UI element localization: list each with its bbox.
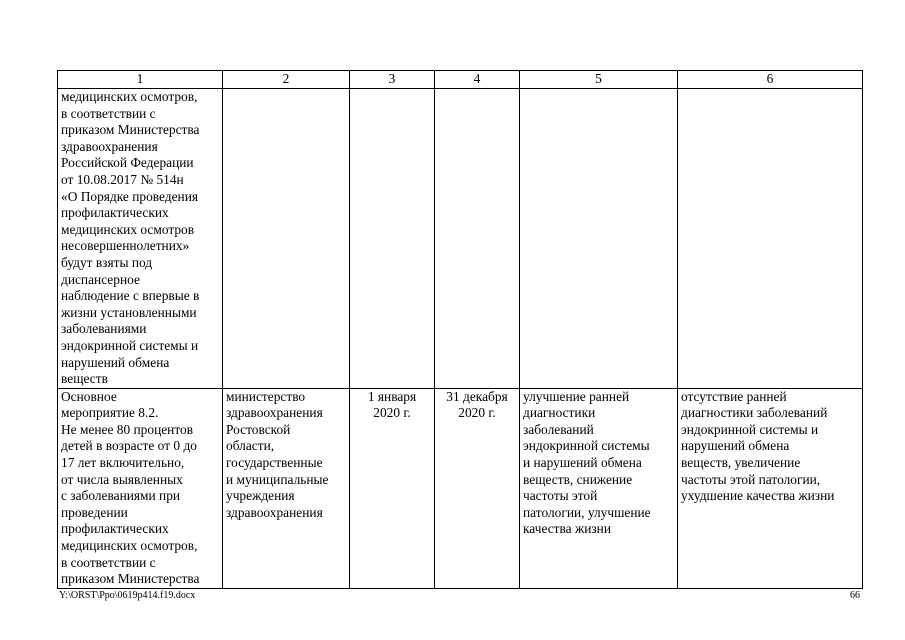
cell-text-line: Не менее 80 процентов: [61, 421, 194, 437]
cell-text-line: веществ, увеличение: [681, 455, 801, 471]
cell-text-line: наблюдение с впервые в: [61, 288, 200, 304]
cell-text-line: Ростовской: [226, 421, 291, 437]
cell-text-line: учреждения: [226, 488, 295, 504]
cell-text-line: диспансерное: [61, 271, 140, 287]
cell-text-line: ухудшение качества жизни: [681, 488, 835, 504]
cell-text-line: проведении: [61, 504, 128, 520]
cell-text-line: здравоохранения: [61, 138, 158, 154]
cell-text-line: и нарушений обмена: [523, 455, 642, 471]
cell-text-line: качества жизни: [523, 521, 611, 537]
cell-text-line: будут взяты под: [61, 254, 153, 270]
cell-text-line: здравоохранения: [226, 405, 323, 421]
cell-responsible-executor: [223, 388, 350, 588]
cell-text-line: 2020 г.: [458, 405, 496, 421]
cell-text-line: от числа выявленных: [61, 471, 183, 487]
cell-text-line: в соответствии с: [61, 554, 156, 570]
column-header-2: 2: [223, 71, 350, 89]
cell-text-line: эндокринной системы и: [61, 337, 199, 353]
cell-expected-result: [520, 388, 678, 588]
cell-text-line: отсутствие ранней: [681, 388, 787, 404]
cell-text-line: нарушений обмена: [61, 354, 170, 370]
cell-text-line: нарушений обмена: [681, 438, 790, 454]
cell-text-line: «О Порядке проведения: [61, 188, 199, 204]
cell-continued-description: [58, 89, 223, 389]
cell-continued-empty-6: [678, 89, 863, 389]
cell-text-line: Российской Федерации: [61, 155, 194, 171]
column-header-6: 6: [678, 71, 863, 89]
cell-text-line: заболеваний: [523, 421, 594, 437]
cell-text-line: заболеваниями: [61, 321, 147, 337]
cell-text-line: медицинских осмотров: [61, 221, 195, 237]
cell-text-line: эндокринной системы и: [681, 421, 819, 437]
cell-text-line: несовершеннолетних»: [61, 238, 190, 254]
cell-text-line: частоты этой: [523, 488, 598, 504]
cell-text-line: приказом Министерства: [61, 571, 200, 587]
cell-text-line: 31 декабря: [446, 388, 508, 404]
cell-text-line: частоты этой патологии,: [681, 471, 821, 487]
cell-text-line: профилактических: [61, 205, 169, 221]
cell-text-line: здравоохранения: [226, 504, 323, 520]
column-header-3: 3: [350, 71, 435, 89]
cell-continued-empty-2: [223, 89, 350, 389]
cell-text-line: улучшение ранней: [523, 388, 630, 404]
cell-text-line: 1 января: [367, 388, 417, 404]
column-header-1: 1: [58, 71, 223, 89]
column-header-5: 5: [520, 71, 678, 89]
cell-text-line: профилактических: [61, 521, 169, 537]
table-row-main-event-8-2: [58, 388, 863, 588]
cell-text-line: детей в возрасте от 0 до: [61, 438, 197, 454]
cell-continued-empty-4: [435, 89, 520, 389]
cell-text-line: 17 лет включительно,: [61, 455, 185, 471]
cell-text-line: мероприятие 8.2.: [61, 405, 159, 421]
cell-text-line: диагностики: [523, 405, 596, 421]
cell-text-line: Основное: [61, 388, 117, 404]
table-row-continued: [58, 89, 863, 389]
cell-text-line: медицинских осмотров,: [61, 538, 198, 554]
cell-consequences: [678, 388, 863, 588]
cell-text-line: 2020 г.: [373, 405, 411, 421]
cell-text-line: медицинских осмотров,: [61, 89, 198, 104]
cell-text-line: от 10.08.2017 № 514н: [61, 171, 184, 187]
cell-start-date: [350, 388, 435, 588]
cell-text-line: веществ, снижение: [523, 471, 633, 487]
cell-event-description: [58, 388, 223, 588]
cell-text-line: диагностики заболеваний: [681, 405, 828, 421]
cell-text-line: с заболеваниями при: [61, 488, 181, 504]
document-table: [57, 70, 863, 589]
cell-text-line: министерство: [226, 388, 306, 404]
cell-text-line: эндокринной системы: [523, 438, 650, 454]
cell-text-line: области,: [226, 438, 275, 454]
cell-continued-empty-5: [520, 89, 678, 389]
cell-text-line: государственные: [226, 455, 323, 471]
cell-text-line: и муниципальные: [226, 471, 329, 487]
footer-file-path: Y:\ORST\Ppo\0619p414.f19.docx: [59, 590, 196, 601]
table-header-row: [58, 71, 863, 89]
column-header-4: 4: [435, 71, 520, 89]
cell-continued-empty-3: [350, 89, 435, 389]
page-number: 66: [850, 590, 860, 601]
cell-text-line: приказом Министерства: [61, 122, 200, 138]
cell-text-line: в соответствии с: [61, 105, 156, 121]
cell-text-line: жизни установленными: [61, 304, 197, 320]
cell-text-line: веществ: [61, 371, 108, 387]
cell-text-line: патологии, улучшение: [523, 504, 651, 520]
cell-end-date: [435, 388, 520, 588]
